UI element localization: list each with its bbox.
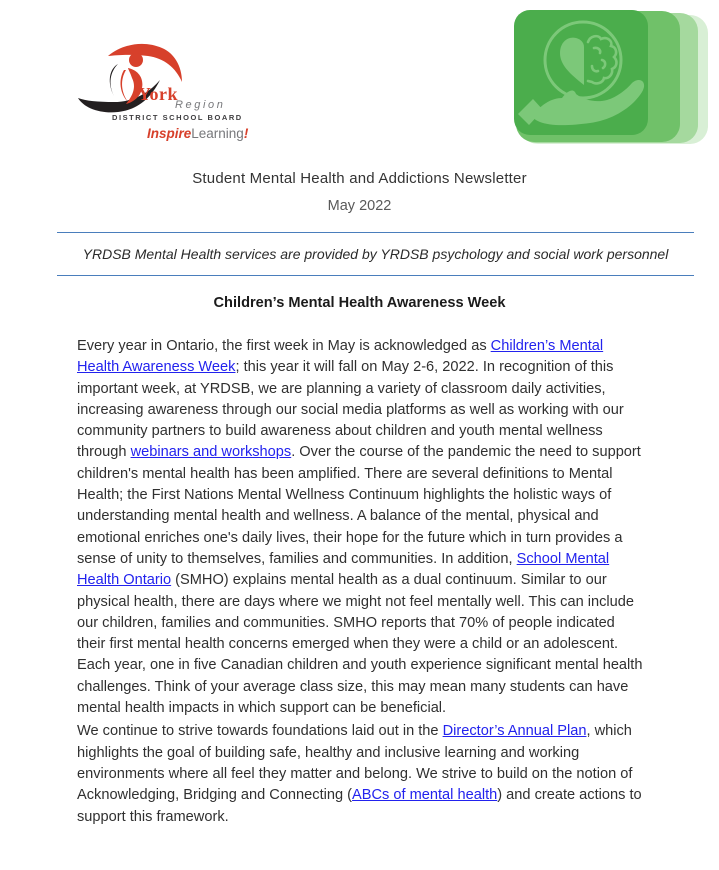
inline-link[interactable]: ABCs of mental health bbox=[352, 787, 498, 804]
text-run: ; this year it will fall on May 2-6, 2022. In recognition of this important week, at YRDSB, we are planning a variety of classroom daily activities, increasing awareness through our social media platforms as well as working with our community partners to build awareness about children and youth mental wellness through bbox=[77, 359, 624, 461]
hand-holding-heart-brain-icon bbox=[510, 8, 710, 148]
inline-link[interactable]: Children’s Mental Health Awareness Week bbox=[77, 338, 604, 376]
inline-link[interactable]: webinars and workshops bbox=[130, 444, 292, 461]
logo-inspire-text: Inspire bbox=[147, 126, 192, 141]
logo-learning-text: Learning bbox=[191, 126, 244, 141]
article-heading: Children’s Mental Health Awareness Week bbox=[213, 295, 506, 311]
paragraph bbox=[77, 721, 645, 827]
yrdsb-logo bbox=[76, 40, 252, 150]
mental-health-artwork bbox=[510, 8, 710, 148]
logo-tagline bbox=[147, 126, 248, 141]
text-run: (SMHO) explains mental health as a dual continuum. Similar to our physical health, there are days where we might not feel mentally well. This can include our children, families and communities. SMHO reports that 70% of people indicated their first mental health concerns emerged when they were a child or an adolescent. Each year, one in five Canadian children and youth experience significant mental health challenges. Think of your average class size, this may mean many students can have mental health impacts in which support can be beneficial. bbox=[77, 572, 643, 717]
article-body bbox=[77, 336, 645, 830]
services-banner bbox=[57, 232, 694, 276]
text-run: ) and create actions to support this framework. bbox=[77, 787, 642, 825]
newsletter-title: Student Mental Health and Addictions Newsletter bbox=[192, 170, 527, 187]
title-block bbox=[0, 170, 719, 214]
text-run: . Over the course of the pandemic the need to support children's mental health has been amplified. There are several definitions to Mental Health; the First Nations Mental Wellness Continuum highlights the holistic ways of understanding mental health and wellness. A balance of the mental, physical and emotional enriches one's daily lives, their hope for the future which in turn provides a sense of unity to themselves, families and communities. In addition, bbox=[77, 444, 641, 567]
paragraph bbox=[77, 336, 645, 719]
logo-region-text: Region bbox=[175, 99, 226, 111]
text-run: , which highlights the goal of building safe, healthy and inclusive learning and working environments where all feel they matter and belong. We strive to build on the notion of Acknowledging, Bridging and Connecting ( bbox=[77, 723, 633, 804]
newsletter-date: May 2022 bbox=[327, 198, 392, 214]
logo-board-text: DISTRICT SCHOOL BOARD bbox=[112, 113, 243, 122]
inline-link[interactable]: Director’s Annual Plan bbox=[442, 723, 587, 740]
logo-exclamation-text: ! bbox=[243, 126, 249, 141]
text-run: We continue to strive towards foundations laid out in the bbox=[77, 723, 443, 740]
services-banner-text: YRDSB Mental Health services are provided by YRDSB psychology and social work personnel bbox=[82, 246, 669, 262]
text-run: Every year in Ontario, the first week in May is acknowledged as bbox=[77, 338, 491, 354]
inline-link[interactable]: School Mental Health Ontario bbox=[77, 550, 610, 589]
logo-york-text: York bbox=[138, 84, 179, 104]
